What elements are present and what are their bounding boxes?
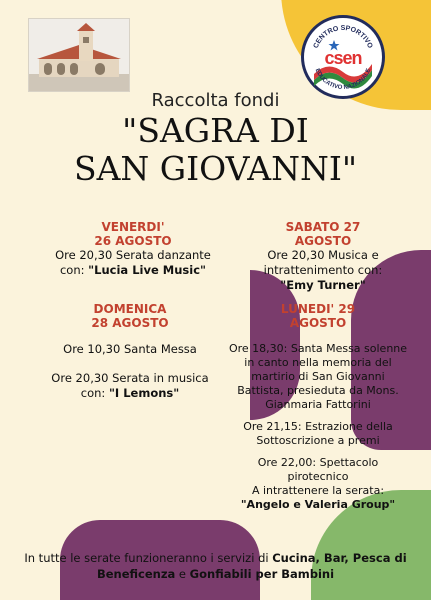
title-line-1: "SAGRA DI xyxy=(122,111,309,150)
event-sabato-heading xyxy=(238,220,408,248)
event-venerdi-heading xyxy=(48,220,218,248)
event-lunedi-raffle: Ore 21,15: Estrazione della Sottoscrizione a premi xyxy=(243,420,393,447)
event-lunedi xyxy=(228,302,408,520)
heading-line: LUNEDI' 29 xyxy=(280,302,356,316)
event-sabato-line: Ore 20,30 Musica e xyxy=(267,248,379,262)
csen-logo xyxy=(301,15,385,99)
page-title xyxy=(0,112,431,188)
event-venerdi-line: Ore 20,30 Serata danzante xyxy=(55,248,211,262)
event-domenica-heading xyxy=(40,302,220,330)
church-photo xyxy=(28,18,130,92)
event-domenica xyxy=(40,302,220,401)
svg-text:EDUCATIVO NAZIONALE: EDUCATIVO NAZIONALE xyxy=(313,67,373,92)
footer-text: e xyxy=(175,567,190,581)
event-lunedi-heading xyxy=(228,302,408,330)
event-lunedi-performer: "Angelo e Valeria Group" xyxy=(240,498,396,511)
event-venerdi-performer xyxy=(48,263,218,278)
heading-line: 26 AGOSTO xyxy=(94,234,172,248)
footer-services-bold: Cucina, Bar, Pesca di Beneficenza xyxy=(96,551,407,581)
event-venerdi xyxy=(48,220,218,278)
event-lunedi-fireworks: Ore 22,00: Spettacolo pirotecnico xyxy=(257,456,379,483)
performer-prefix: con: xyxy=(59,263,89,277)
heading-line: AGOSTO xyxy=(294,234,352,248)
event-sabato xyxy=(238,220,408,293)
performer-prefix: con: xyxy=(80,386,109,400)
event-sabato-performer: "Emy Turner" xyxy=(280,278,366,292)
heading-line: VENERDI' xyxy=(101,220,165,234)
footer-services xyxy=(20,550,411,582)
heading-line: AGOSTO xyxy=(289,316,347,330)
title-line-2: SAN GIOVANNI" xyxy=(73,149,358,188)
event-sabato-line: intrattenimento con: xyxy=(263,263,383,277)
performer-name: "Lucia Live Music" xyxy=(88,263,206,277)
heading-line: 28 AGOSTO xyxy=(91,316,169,330)
svg-text:CENTRO SPORTIVO: CENTRO SPORTIVO xyxy=(312,25,374,50)
event-lunedi-mass: Ore 18,30: Santa Messa solenne in canto nella memoria del martirio di San Giovanni Battista, presieduta da Mons. Gianmaria Fattorini xyxy=(228,342,408,411)
heading-line: SABATO 27 xyxy=(285,220,361,234)
event-domenica-line: Ore 20,30 Serata in musica xyxy=(51,371,209,385)
performer-name: "I Lemons" xyxy=(108,386,180,400)
event-lunedi-entertainment: A intrattenere la serata: xyxy=(251,484,385,497)
event-domenica-line: Ore 10,30 Santa Messa xyxy=(63,342,197,356)
heading-line: DOMENICA xyxy=(93,302,167,316)
footer-services-bold: Gonfiabili per Bambini xyxy=(189,567,335,581)
subtitle: Raccolta fondi xyxy=(151,90,280,111)
logo-word: csen xyxy=(324,48,362,68)
footer-text: In tutte le serate funzioneranno i servizi di xyxy=(24,551,273,565)
event-domenica-performer xyxy=(40,386,220,401)
